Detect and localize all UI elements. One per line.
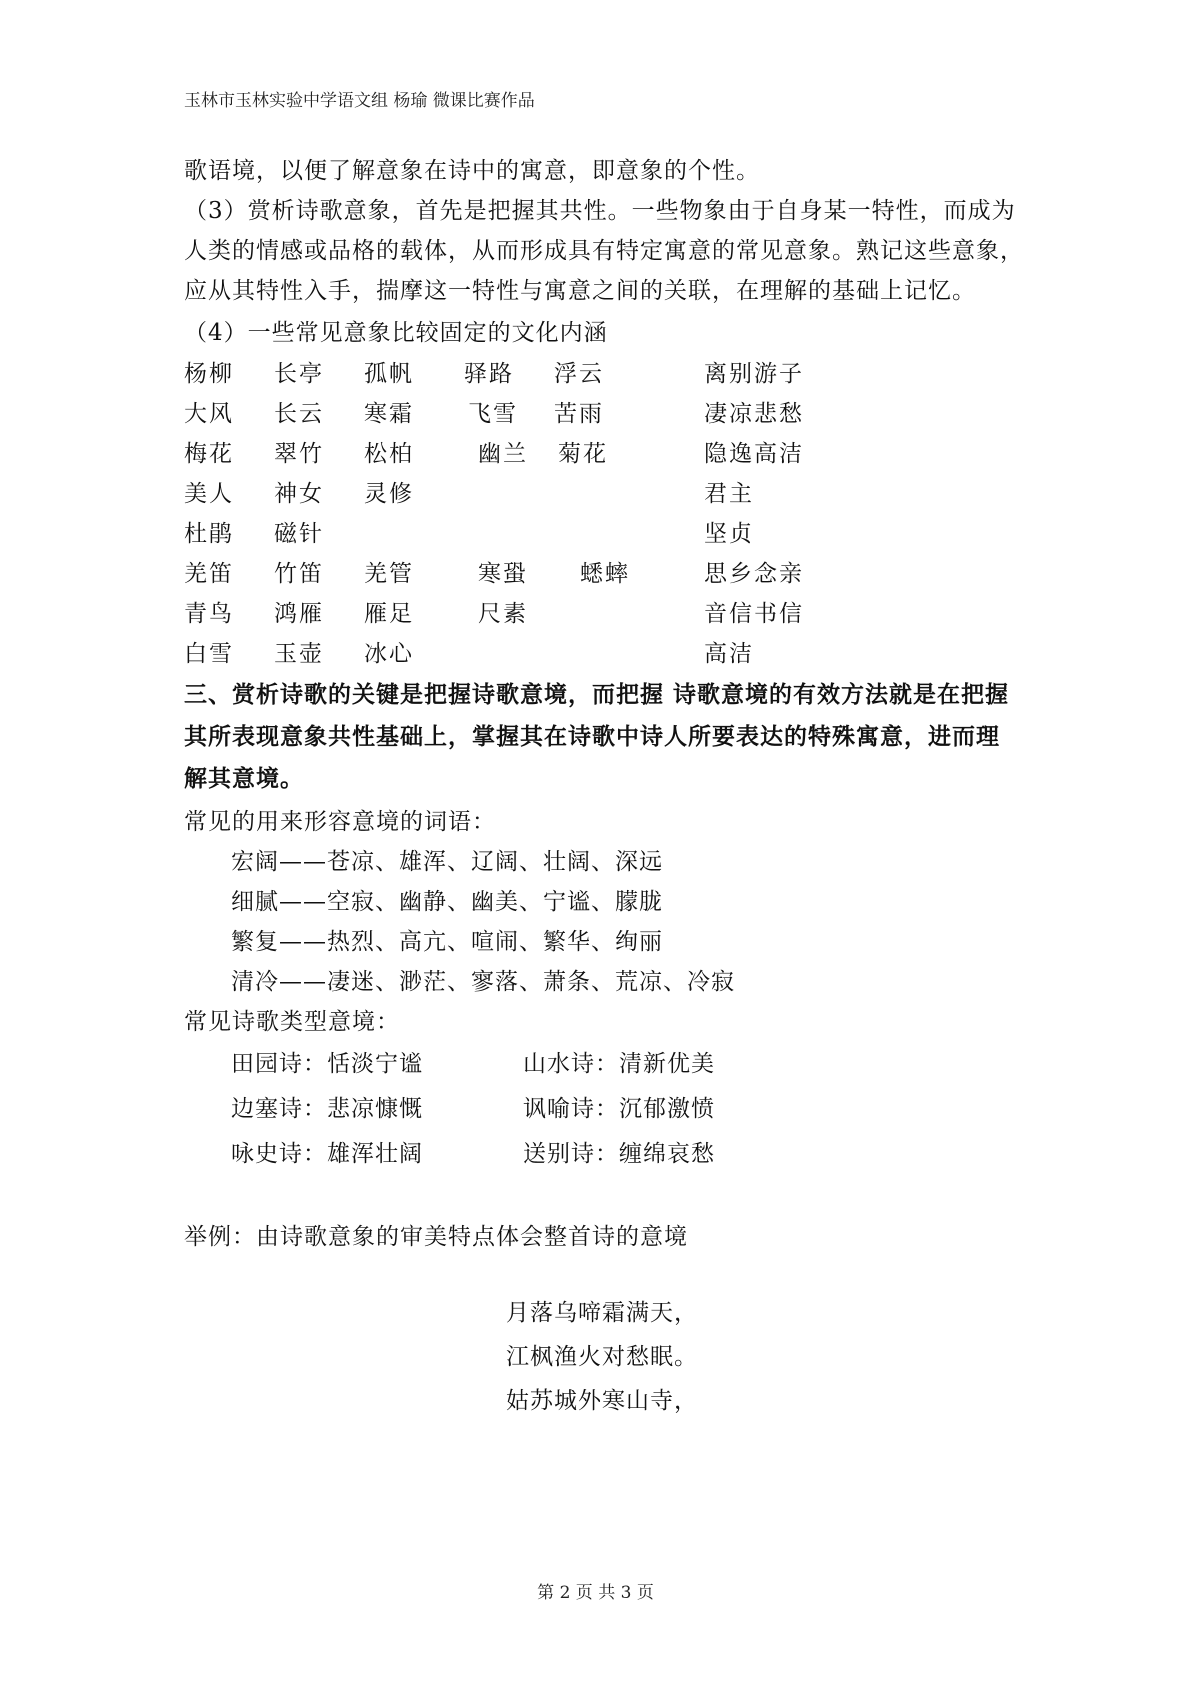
imagery-meaning: 思乡念亲 [704,561,804,587]
imagery-cell: 驿路 [464,361,514,387]
imagery-cell: 梅花 [184,441,234,467]
poem-line: 江枫渔火对愁眠。 [506,1344,698,1370]
example-line: 举例：由诗歌意象的审美特点体会整首诗的意境 [184,1224,688,1250]
paragraph-line: 人类的情感或品格的载体，从而形成具有特定寓意的常见意象。熟记这些意象， [184,238,1024,264]
page-footer: 第 2 页 共 3 页 [537,1583,654,1603]
imagery-meaning: 音信书信 [704,601,804,627]
imagery-cell: 杜鹃 [184,521,234,547]
imagery-cell: 浮云 [554,361,604,387]
imagery-meaning: 凄凉悲愁 [704,401,804,427]
section-heading-line: 其所表现意象共性基础上，掌握其在诗歌中诗人所要表达的特殊寓意，进而理 [184,723,1000,750]
imagery-meaning: 高洁 [704,641,754,667]
words-line: 清冷——凄迷、渺茫、寥落、萧条、荒凉、冷寂 [231,969,735,995]
imagery-cell: 寒蛩 [478,561,528,587]
imagery-cell: 白雪 [184,641,234,667]
imagery-cell: 神女 [274,481,324,507]
imagery-cell: 羌笛 [184,561,234,587]
type-item: 边塞诗：悲凉慷慨 [231,1096,423,1122]
imagery-cell: 雁足 [364,601,414,627]
imagery-meaning: 离别游子 [704,361,804,387]
imagery-cell: 冰心 [364,641,414,667]
section-heading-line: 三、赏析诗歌的关键是把握诗歌意境，而把握 诗歌意境的有效方法就是在把握 [184,681,1010,708]
imagery-cell: 大风 [184,401,234,427]
imagery-cell: 青鸟 [184,601,234,627]
imagery-cell: 尺素 [478,601,528,627]
imagery-cell: 灵修 [364,481,414,507]
type-item: 田园诗：恬淡宁谧 [231,1051,423,1077]
type-item: 讽喻诗：沉郁激愤 [523,1096,715,1122]
type-item: 送别诗：缠绵哀愁 [523,1141,715,1167]
imagery-cell: 鸿雁 [274,601,324,627]
imagery-cell: 竹笛 [274,561,324,587]
imagery-cell: 磁针 [274,521,324,547]
imagery-cell: 杨柳 [184,361,234,387]
poem-line: 姑苏城外寒山寺， [506,1388,698,1414]
imagery-cell: 长云 [274,401,324,427]
imagery-meaning: 坚贞 [704,521,754,547]
paragraph-line: 歌语境，以便了解意象在诗中的寓意，即意象的个性。 [184,158,760,184]
paragraph-line: （3）赏析诗歌意象，首先是把握其共性。一些物象由于自身某一特性，而成为 [184,198,1016,224]
type-item: 咏史诗：雄浑壮阔 [231,1141,423,1167]
section-heading-line: 解其意境。 [184,765,304,792]
imagery-cell: 幽兰 [478,441,528,467]
types-title: 常见诗歌类型意境： [184,1009,400,1035]
words-line: 细腻——空寂、幽静、幽美、宁谧、朦胧 [231,889,663,915]
words-line: 繁复——热烈、高亢、喧闹、繁华、绚丽 [231,929,663,955]
imagery-cell: 孤帆 [364,361,414,387]
imagery-cell: 菊花 [558,441,608,467]
type-item: 山水诗：清新优美 [523,1051,715,1077]
imagery-cell: 玉壶 [274,641,324,667]
imagery-cell: 飞雪 [468,401,518,427]
paragraph-line: 应从其特性入手，揣摩这一特性与寓意之间的关联，在理解的基础上记忆。 [184,278,976,304]
imagery-cell: 翠竹 [274,441,324,467]
imagery-cell: 美人 [184,481,234,507]
paragraph-line: （4）一些常见意象比较固定的文化内涵 [184,320,608,346]
imagery-cell: 苦雨 [554,401,604,427]
imagery-cell: 蟋蟀 [580,561,630,587]
imagery-meaning: 君主 [704,481,754,507]
page-header: 玉林市玉林实验中学语文组 杨瑜 微课比赛作品 [184,91,535,111]
words-line: 宏阔——苍凉、雄浑、辽阔、壮阔、深远 [231,849,663,875]
imagery-cell: 羌管 [364,561,414,587]
imagery-cell: 寒霜 [364,401,414,427]
words-title: 常见的用来形容意境的词语： [184,809,496,835]
imagery-cell: 松柏 [364,441,414,467]
imagery-meaning: 隐逸高洁 [704,441,804,467]
imagery-cell: 长亭 [274,361,324,387]
poem-line: 月落乌啼霜满天， [506,1300,698,1326]
